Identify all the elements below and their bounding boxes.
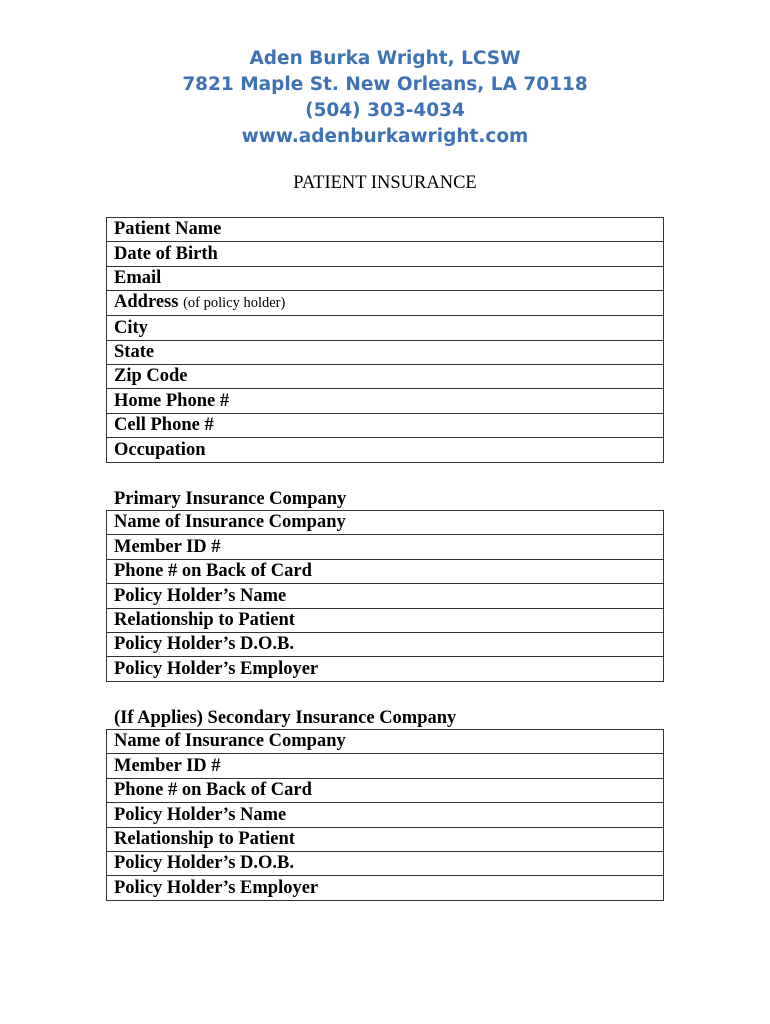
page-title: PATIENT INSURANCE [293,173,477,193]
field-label: Policy Holder’s Name [114,585,287,606]
form-row[interactable] [107,511,664,535]
field-note: (of policy holder) [183,295,286,312]
secondary-insurance-table [106,729,664,901]
form-row[interactable] [107,242,664,266]
field-label: Name of Insurance Company [114,512,346,533]
form-row[interactable] [107,438,664,462]
field-primary-card-phone[interactable] [107,559,664,583]
form-row[interactable] [107,535,664,559]
form-row[interactable] [107,876,664,900]
primary-insurance-heading: Primary Insurance Company [114,489,347,509]
field-secondary-holder-employer[interactable] [107,876,664,900]
field-address[interactable] [107,291,664,316]
field-primary-member-id[interactable] [107,535,664,559]
form-row[interactable] [107,851,664,875]
field-state[interactable] [107,340,664,364]
field-secondary-company-name[interactable] [107,730,664,754]
provider-name: Aden Burka Wright, LCSW [249,48,521,69]
field-label: Phone # on Back of Card [114,780,312,801]
field-label: Date of Birth [114,243,218,264]
form-row[interactable] [107,559,664,583]
letterhead [0,46,770,150]
field-home-phone[interactable] [107,389,664,413]
field-label: Phone # on Back of Card [114,561,312,582]
field-label: Member ID # [114,755,221,776]
field-patient-name[interactable] [107,218,664,242]
field-label: Name of Insurance Company [114,731,346,752]
provider-address: 7821 Maple St. New Orleans, LA 70118 [182,74,588,95]
field-label: Patient Name [114,219,222,240]
field-secondary-member-id[interactable] [107,754,664,778]
field-city[interactable] [107,316,664,340]
field-secondary-card-phone[interactable] [107,778,664,802]
patient-info-table [106,217,664,463]
field-label: Address [114,292,179,313]
field-label: Email [114,268,162,289]
form-row[interactable] [107,803,664,827]
field-label: Policy Holder’s Name [114,804,287,825]
field-label: Member ID # [114,536,221,557]
field-zip-code[interactable] [107,364,664,388]
form-row[interactable] [107,364,664,388]
form-row[interactable] [107,730,664,754]
field-label: Relationship to Patient [114,828,295,849]
field-label: City [114,317,148,338]
secondary-insurance-heading: (If Applies) Secondary Insurance Company [114,708,457,728]
form-row[interactable] [107,778,664,802]
field-label: Policy Holder’s D.O.B. [114,634,295,655]
form-row[interactable] [107,218,664,242]
form-row[interactable] [107,754,664,778]
field-secondary-holder-name[interactable] [107,803,664,827]
field-label: Policy Holder’s Employer [114,877,319,898]
form-row[interactable] [107,413,664,437]
field-label: Policy Holder’s Employer [114,658,319,679]
field-label: Relationship to Patient [114,609,295,630]
field-secondary-relationship[interactable] [107,827,664,851]
field-label: Zip Code [114,366,188,387]
form-row[interactable] [107,340,664,364]
form-row[interactable] [107,291,664,316]
form-row[interactable] [107,389,664,413]
field-cell-phone[interactable] [107,413,664,437]
field-label: Home Phone # [114,390,230,411]
field-primary-relationship[interactable] [107,608,664,632]
field-primary-holder-name[interactable] [107,584,664,608]
form-row[interactable] [107,316,664,340]
field-label: Policy Holder’s D.O.B. [114,853,295,874]
provider-website[interactable]: www.adenburkawright.com [241,126,529,147]
field-label: Occupation [114,439,206,460]
field-primary-company-name[interactable] [107,511,664,535]
form-row[interactable] [107,827,664,851]
field-label: State [114,341,155,362]
primary-insurance-table [106,510,664,682]
field-email[interactable] [107,266,664,290]
field-label: Cell Phone # [114,415,214,436]
field-primary-holder-dob[interactable] [107,632,664,656]
form-row[interactable] [107,584,664,608]
form-row[interactable] [107,266,664,290]
field-primary-holder-employer[interactable] [107,657,664,681]
provider-phone: (504) 303-4034 [305,100,465,121]
field-secondary-holder-dob[interactable] [107,851,664,875]
form-row[interactable] [107,632,664,656]
field-occupation[interactable] [107,438,664,462]
field-date-of-birth[interactable] [107,242,664,266]
form-row[interactable] [107,608,664,632]
form-row[interactable] [107,657,664,681]
